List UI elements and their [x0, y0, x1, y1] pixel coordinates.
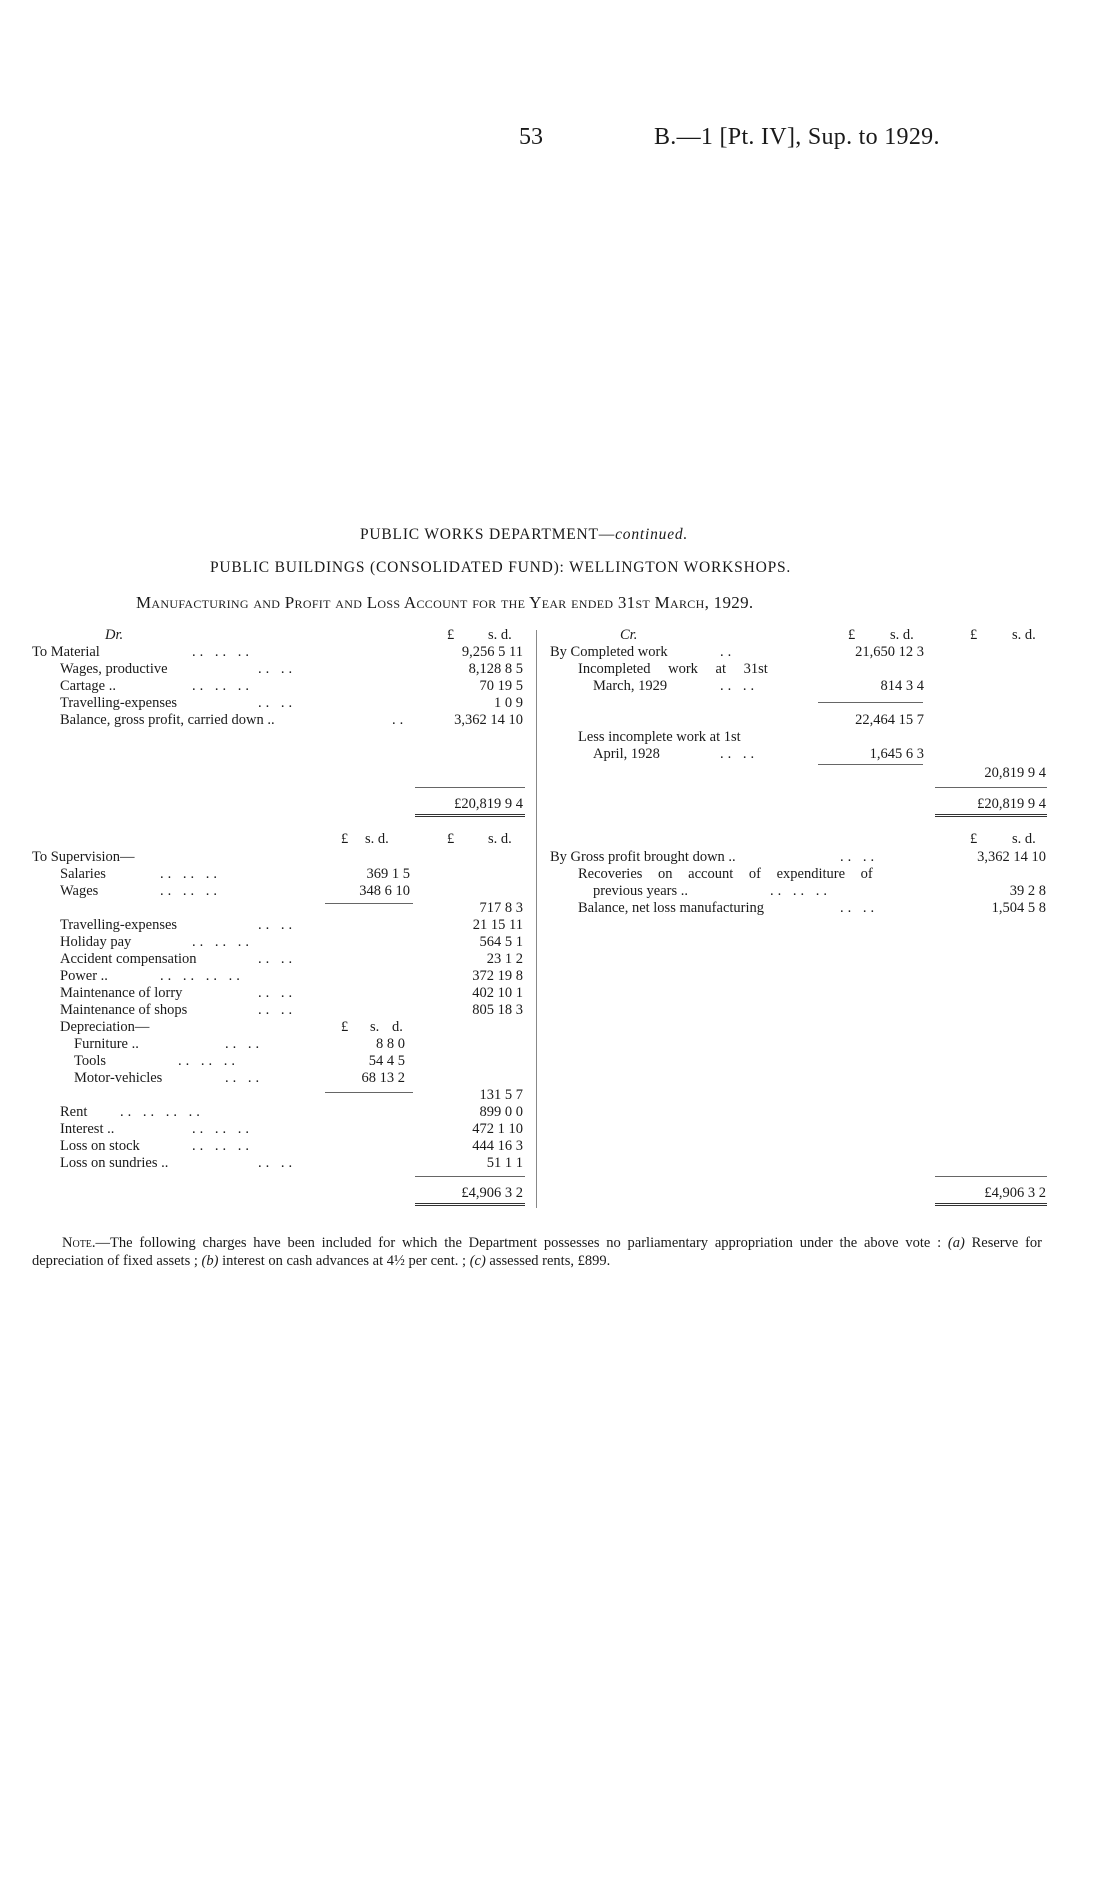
credit-less-label-1: Less incomplete work at 1st — [578, 729, 741, 745]
lower-row-accident-label: Accident compensation — [60, 951, 197, 967]
lower-debit-sd-heading-1: s. d. — [365, 831, 389, 847]
depreciation-motor-amount: 68 13 2 — [361, 1070, 405, 1086]
total-rule — [935, 1176, 1047, 1177]
department-title — [360, 527, 688, 543]
page-number: 53 — [519, 124, 543, 150]
lower-row-stock-label: Loss on stock — [60, 1138, 140, 1154]
upper-credit-sd-heading-2: s. d. — [1012, 627, 1036, 643]
leader-dots: .. .. .. — [160, 883, 221, 899]
lower-row-interest-amount: 472 1 10 — [472, 1121, 523, 1137]
upper-credit-pound-heading-2: £ — [970, 627, 978, 643]
total-rule — [935, 787, 1047, 788]
net-loss-amount: 1,504 5 8 — [991, 900, 1046, 916]
page-reference: B.—1 [Pt. IV], Sup. to 1929. — [654, 124, 940, 150]
footnote-text-c: interest on cash advances at 4½ per cent. ; — [218, 1253, 470, 1269]
salaries-amount: 369 1 5 — [366, 866, 410, 882]
lower-row-power-amount: 372 19 8 — [472, 968, 523, 984]
lower-row-rent-label: Rent — [60, 1104, 88, 1120]
lower-credit-sd-heading: s. d. — [1012, 831, 1036, 847]
leader-dots: .. .. .. — [192, 644, 253, 660]
upper-debit-pound-heading: £ — [447, 627, 455, 643]
footnote-text-a: —The following charges have been included for which the Department possesses no parliamentary appropriation under the above vote : — [95, 1235, 948, 1251]
leader-dots: .. .. — [258, 1155, 297, 1171]
credit-incompleted-label-2: March, 1929 — [593, 678, 668, 694]
credit-incompleted-amount: 814 3 4 — [880, 678, 924, 694]
leader-dots: .. .. .. .. — [160, 968, 244, 984]
lower-debit-sd-heading-2: s. d. — [488, 831, 512, 847]
debit-row-wages-label: Wages, productive — [60, 661, 168, 677]
depreciation-s-heading: s. — [370, 1019, 380, 1035]
leader-dots: .. .. — [720, 746, 759, 762]
leader-dots: .. .. — [840, 849, 879, 865]
debit-row-material-amount: 9,256 5 11 — [461, 644, 523, 660]
leader-dots: .. .. — [258, 951, 297, 967]
lower-row-sundries-label: Loss on sundries .. — [60, 1155, 169, 1171]
leader-dots: .. .. — [258, 695, 297, 711]
leader-dots: .. .. — [258, 661, 297, 677]
upper-credit-pound-heading-1: £ — [848, 627, 856, 643]
lower-row-accident-amount: 23 1 2 — [486, 951, 523, 967]
lower-debit-pound-heading-2: £ — [447, 831, 455, 847]
total-double-rule — [935, 1203, 1047, 1206]
cr-heading: Cr. — [620, 627, 638, 643]
leader-dots: .. .. .. — [192, 934, 253, 950]
upper-credit-sd-heading-1: s. d. — [890, 627, 914, 643]
recoveries-label-1: Recoveries on account of expenditure of — [578, 866, 873, 882]
dr-heading: Dr. — [105, 627, 124, 643]
column-divider — [536, 630, 537, 1208]
upper-debit-sd-heading: s. d. — [488, 627, 512, 643]
footnote-lead: Note. — [62, 1235, 96, 1251]
lower-row-interest-label: Interest .. — [60, 1121, 115, 1137]
leader-dots: .. — [720, 644, 736, 660]
recoveries-amount: 39 2 8 — [1009, 883, 1046, 899]
lower-row-lorry-amount: 402 10 1 — [472, 985, 523, 1001]
lower-row-stock-amount: 444 16 3 — [472, 1138, 523, 1154]
debit-row-cartage-amount: 70 19 5 — [479, 678, 523, 694]
lower-credit-total: £4,906 3 2 — [984, 1185, 1046, 1201]
wages-label: Wages — [60, 883, 99, 899]
credit-completed-amount: 21,650 12 3 — [855, 644, 924, 660]
leader-dots: .. .. — [258, 917, 297, 933]
depreciation-motor-label: Motor-vehicles — [74, 1070, 163, 1086]
lower-row-holiday-label: Holiday pay — [60, 934, 132, 950]
leader-dots: .. .. .. — [770, 883, 831, 899]
lower-row-travelling-label: Travelling-expenses — [60, 917, 178, 933]
debit-row-wages-amount: 8,128 8 5 — [468, 661, 523, 677]
footnote-c: (c) — [469, 1253, 486, 1269]
leader-dots: .. .. .. — [192, 1138, 253, 1154]
lower-row-lorry-label: Maintenance of lorry — [60, 985, 183, 1001]
depreciation-furniture-amount: 8 8 0 — [376, 1036, 405, 1052]
recoveries-label-2: previous years .. — [593, 883, 689, 899]
supervision-rule — [325, 903, 413, 904]
salaries-label: Salaries — [60, 866, 106, 882]
leader-dots: .. .. — [225, 1070, 264, 1086]
lower-row-holiday-amount: 564 5 1 — [479, 934, 523, 950]
footnote-a: (a) — [947, 1235, 965, 1251]
credit-subtotal: 22,464 15 7 — [855, 712, 924, 728]
debit-row-cartage-label: Cartage .. — [60, 678, 116, 694]
lower-debit-pound-heading-1: £ — [341, 831, 349, 847]
footnote-text-b: Reserve for depreciation of fixed assets ; — [32, 1235, 1042, 1269]
gross-profit-amount: 3,362 14 10 — [977, 849, 1046, 865]
leader-dots: .. .. .. — [178, 1053, 239, 1069]
supervision-label: To Supervision— — [32, 849, 135, 865]
credit-less-label-2: April, 1928 — [593, 746, 660, 762]
lower-credit-pound-heading: £ — [970, 831, 978, 847]
leader-dots: .. .. — [225, 1036, 264, 1052]
leader-dots: .. .. .. — [160, 866, 221, 882]
account-subtitle: PUBLIC BUILDINGS (CONSOLIDATED FUND): WELLINGTON WORKSHOPS. — [210, 559, 792, 576]
leader-dots: .. .. .. — [192, 1121, 253, 1137]
leader-dots: .. .. — [720, 678, 759, 694]
lower-row-sundries-amount: 51 1 1 — [486, 1155, 523, 1171]
leader-dots: .. .. — [840, 900, 879, 916]
debit-row-material-label: To Material — [32, 644, 100, 660]
depreciation-furniture-label: Furniture .. — [74, 1036, 139, 1052]
lower-row-shops-amount: 805 18 3 — [472, 1002, 523, 1018]
wages-amount: 348 6 10 — [359, 883, 410, 899]
gross-profit-label: By Gross profit brought down .. — [550, 849, 736, 865]
footnote-text-d: assessed rents, £899. — [485, 1253, 611, 1269]
depreciation-pound-heading: £ — [341, 1019, 349, 1035]
net-loss-label: Balance, net loss manufacturing — [578, 900, 765, 916]
supervision-total: 717 8 3 — [479, 900, 523, 916]
total-double-rule — [935, 814, 1047, 817]
depreciation-label: Depreciation— — [60, 1019, 150, 1035]
lower-row-rent-amount: 899 0 0 — [479, 1104, 523, 1120]
upper-credit-total: £20,819 9 4 — [977, 796, 1046, 812]
depreciation-total: 131 5 7 — [479, 1087, 523, 1103]
lower-row-travelling-amount: 21 15 11 — [472, 917, 523, 933]
debit-row-balance-amount: 3,362 14 10 — [454, 712, 523, 728]
lower-row-shops-label: Maintenance of shops — [60, 1002, 188, 1018]
credit-incompleted-label-1: Incompleted work at 31st — [578, 661, 768, 677]
leader-dots: .. — [392, 712, 408, 728]
credit-less-amount: 1,645 6 3 — [869, 746, 924, 762]
depreciation-d-heading: d. — [392, 1019, 403, 1035]
department-title-continued: continued. — [615, 526, 689, 543]
total-rule — [415, 787, 525, 788]
debit-row-travelling-amount: 1 0 9 — [494, 695, 523, 711]
footnote-b: (b) — [201, 1253, 219, 1269]
leader-dots: .. .. — [258, 985, 297, 1001]
debit-row-balance-label: Balance, gross profit, carried down .. — [60, 712, 275, 728]
depreciation-tools-amount: 54 4 5 — [368, 1053, 405, 1069]
less-rule — [818, 764, 923, 765]
leader-dots: .. .. — [258, 1002, 297, 1018]
depreciation-tools-label: Tools — [74, 1053, 107, 1069]
department-title-main: PUBLIC WORKS DEPARTMENT— — [360, 526, 616, 543]
lower-row-power-label: Power .. — [60, 968, 108, 984]
lower-debit-total: £4,906 3 2 — [461, 1185, 523, 1201]
total-double-rule — [415, 814, 525, 817]
depreciation-rule — [325, 1092, 413, 1093]
leader-dots: .. .. .. .. — [120, 1104, 204, 1120]
subtotal-rule — [818, 702, 923, 703]
debit-row-travelling-label: Travelling-expenses — [60, 695, 178, 711]
credit-completed-label: By Completed work — [550, 644, 668, 660]
footnote — [32, 1234, 1042, 1270]
total-double-rule — [415, 1203, 525, 1206]
upper-debit-total: £20,819 9 4 — [454, 796, 523, 812]
credit-net-amount: 20,819 9 4 — [984, 765, 1046, 781]
account-title: Manufacturing and Profit and Loss Account for the Year ended 31st March, 1929. — [136, 593, 754, 612]
total-rule — [415, 1176, 525, 1177]
leader-dots: .. .. .. — [192, 678, 253, 694]
